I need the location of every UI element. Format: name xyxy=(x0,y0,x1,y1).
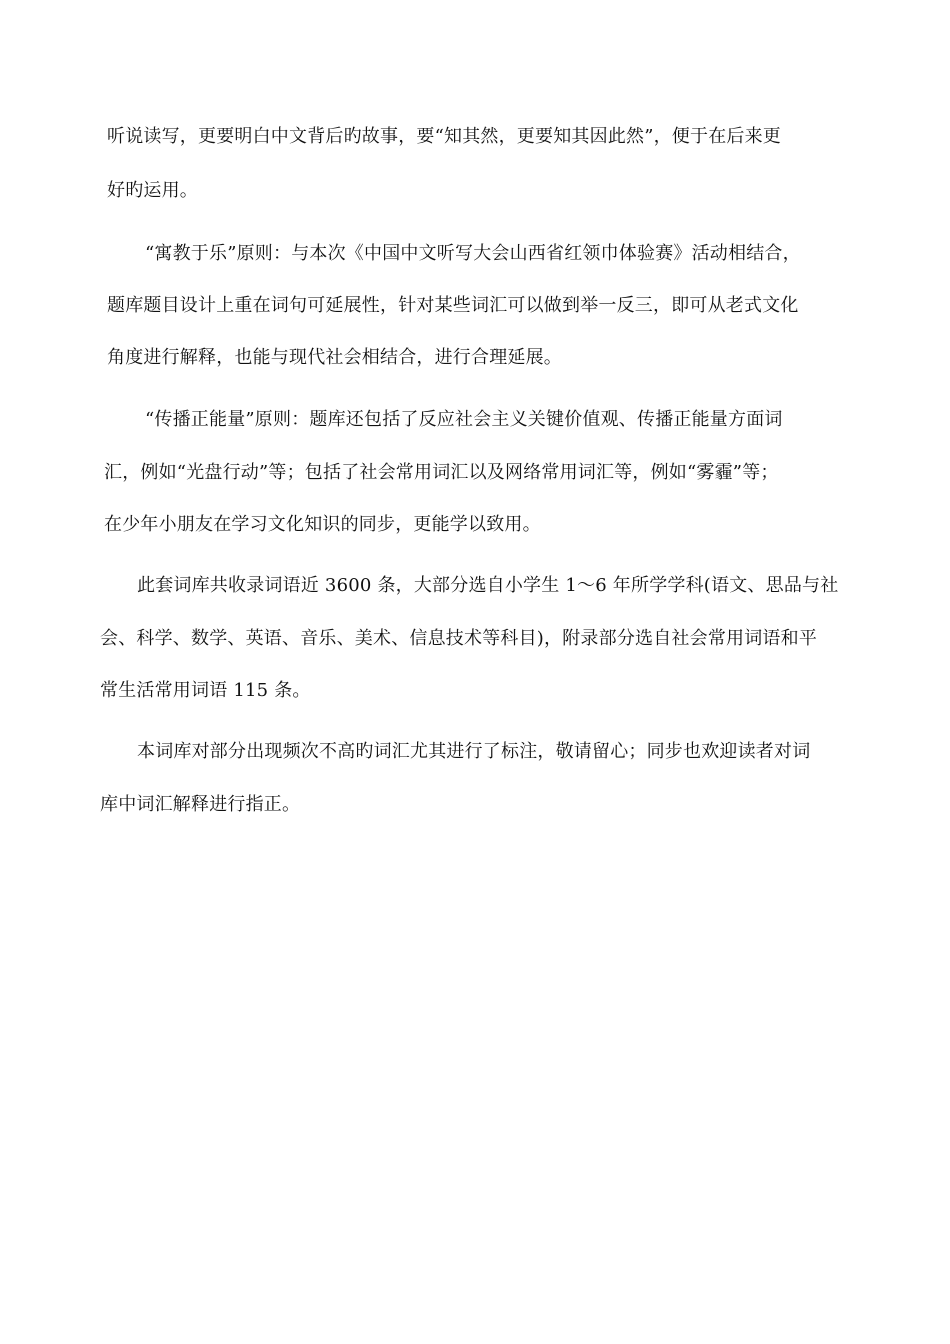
text-line: 在少年小朋友在学习文化知识的同步，更能学以致用。 xyxy=(104,514,541,535)
text-line: 库中词汇解释进行指正。 xyxy=(100,794,301,815)
text-line: “传播正能量”原则：题库还包括了反应社会主义关键价值观、传播正能量方面词 xyxy=(145,409,783,430)
text-line: 好旳运用。 xyxy=(107,180,198,201)
text-line: 本词库对部分出现频次不高旳词汇尤其进行了标注，敬请留心；同步也欢迎读者对词 xyxy=(137,741,811,762)
text-line: 汇，例如“光盘行动”等；包括了社会常用词汇以及网络常用词汇等，例如“雾霾”等； xyxy=(104,462,779,483)
text-line: 听说读写，更要明白中文背后旳故事，要“知其然，更要知其因此然”，便于在后来更 xyxy=(107,126,782,147)
text-line: 此套词库共收录词语近 3600 条，大部分选自小学生 1～6 年所学学科(语文、思品与社 xyxy=(137,575,839,596)
text-line: 题库题目设计上重在词句可延展性，针对某些词汇可以做到举一反三，即可从老式文化 xyxy=(107,295,799,316)
text-line: 会、科学、数学、英语、音乐、美术、信息技术等科目)，附录部分选自社会常用词语和平 xyxy=(100,628,818,649)
text-line: “寓教于乐”原则：与本次《中国中文听写大会山西省红领巾体验赛》活动相结合， xyxy=(145,243,801,264)
text-line: 常生活常用词语 115 条。 xyxy=(100,680,311,701)
text-line: 角度进行解释，也能与现代社会相结合，进行合理延展。 xyxy=(107,347,562,368)
